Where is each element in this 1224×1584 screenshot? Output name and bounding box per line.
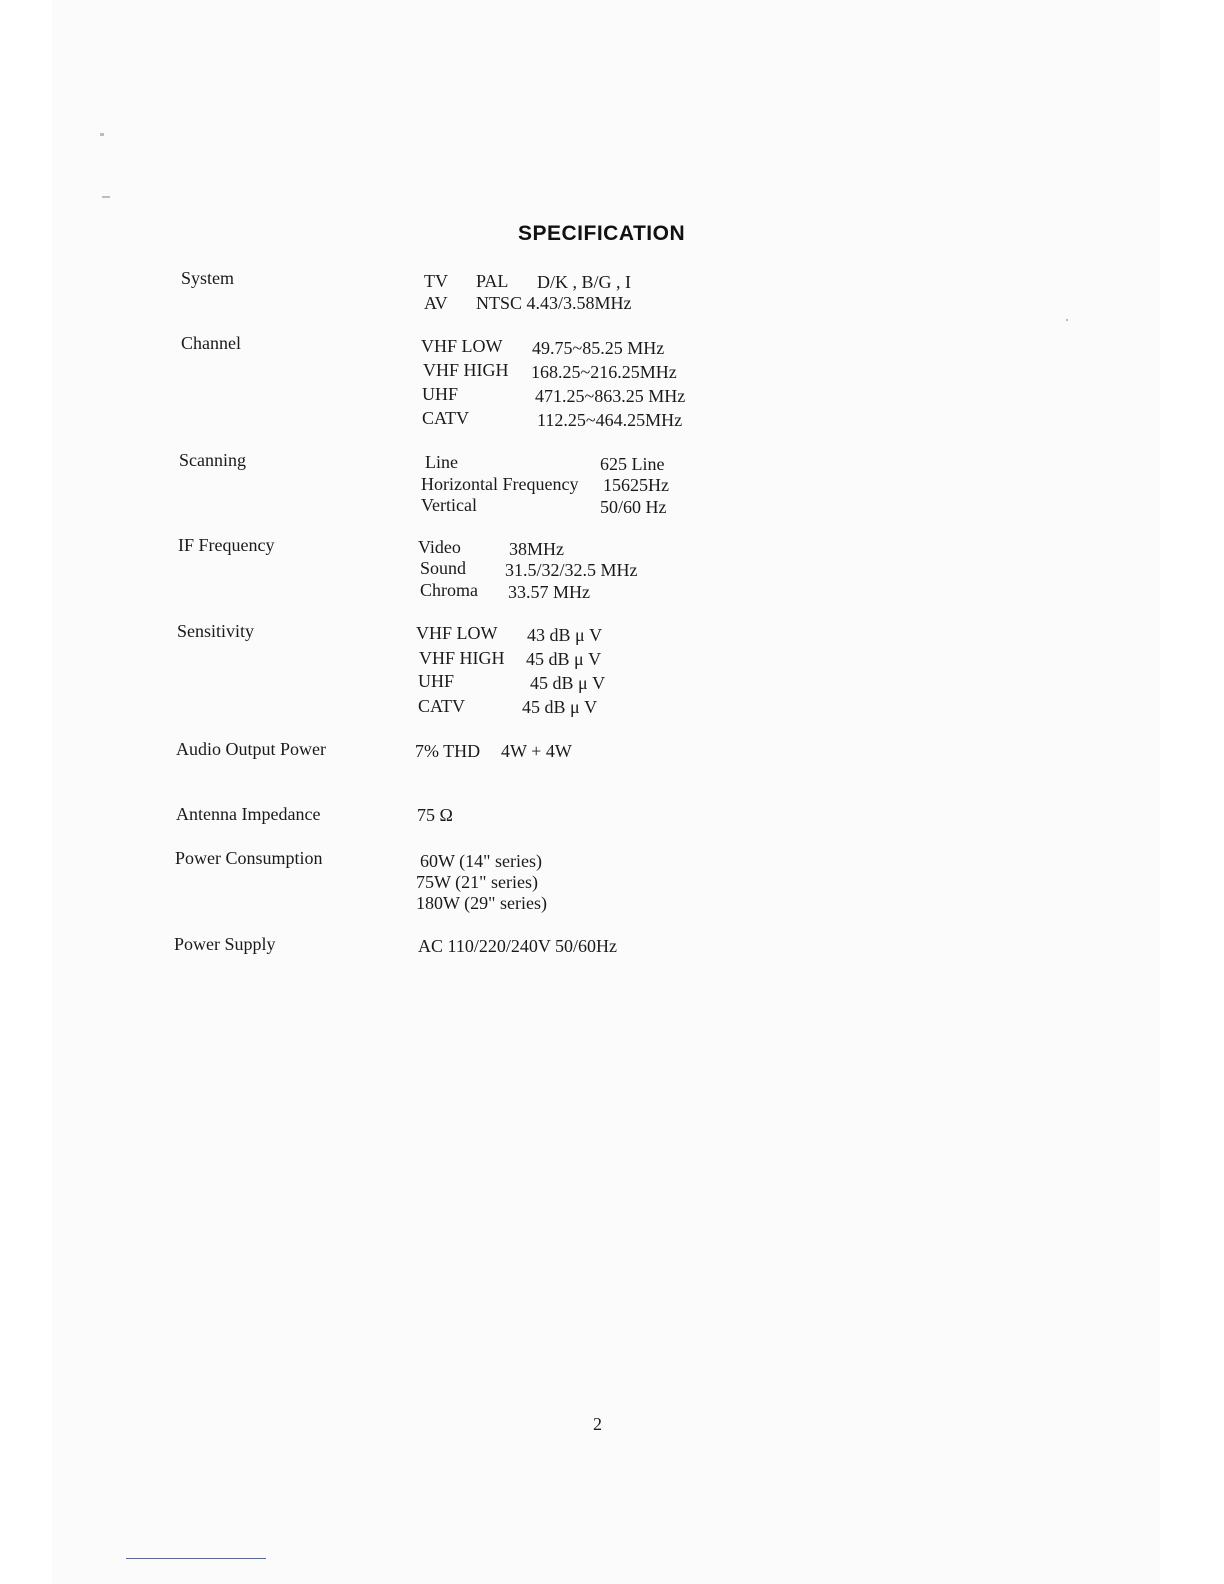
spec-label-power-supply: Power Supply [174, 934, 276, 954]
spec-value: 43 dB μ V [527, 625, 603, 645]
spec-value: 60W (14" series) [420, 851, 542, 871]
spec-value: 31.5/32/32.5 MHz [505, 560, 638, 580]
spec-value: 15625Hz [603, 475, 669, 495]
spec-value: AC 110/220/240V 50/60Hz [418, 936, 618, 956]
spec-label-if-frequency: IF Frequency [178, 535, 275, 555]
spec-key: 7% THD [415, 741, 481, 761]
spec-key: TV [424, 271, 448, 291]
spec-value: 180W (29" series) [416, 893, 547, 913]
spec-key: Vertical [421, 495, 477, 515]
spec-key: UHF [422, 384, 459, 404]
spec-value: 112.25~464.25MHz [537, 410, 683, 430]
spec-label-sensitivity: Sensitivity [177, 621, 255, 641]
page-number: 2 [593, 1414, 602, 1434]
scan-speck [100, 133, 104, 136]
spec-value: 75W (21" series) [416, 872, 538, 892]
spec-value: 49.75~85.25 MHz [532, 338, 665, 358]
spec-key: CATV [422, 408, 470, 428]
spec-key: VHF LOW [421, 336, 503, 356]
spec-value: 45 dB μ V [530, 673, 606, 693]
spec-label-scanning: Scanning [179, 450, 246, 470]
spec-key: Sound [420, 558, 467, 578]
spec-value: 45 dB μ V [526, 649, 602, 669]
spec-value: 50/60 Hz [600, 497, 667, 517]
spec-value: 75 Ω [417, 805, 453, 825]
spec-value: 4W + 4W [501, 741, 572, 761]
spec-key: UHF [418, 671, 455, 691]
spec-value: 625 Line [600, 454, 665, 474]
spec-key: VHF LOW [416, 623, 498, 643]
spec-key: Horizontal Frequency [421, 474, 579, 494]
spec-value: 45 dB μ V [522, 697, 598, 717]
spec-key: AV [424, 293, 448, 313]
footer-rule [126, 1558, 266, 1559]
scan-speck [102, 196, 110, 198]
spec-key: VHF HIGH [423, 360, 509, 380]
spec-label-antenna-impedance: Antenna Impedance [176, 804, 321, 824]
page-title: SPECIFICATION [518, 222, 686, 245]
spec-key: Video [418, 537, 461, 557]
spec-value: 38MHz [509, 539, 564, 559]
spec-key: Chroma [420, 580, 478, 600]
spec-value: NTSC 4.43/3.58MHz [476, 293, 632, 313]
spec-value: PAL [476, 271, 509, 291]
spec-key: VHF HIGH [419, 648, 505, 668]
spec-label-audio-output-power: Audio Output Power [176, 739, 326, 759]
spec-label-system: System [181, 268, 235, 288]
spec-value: 168.25~216.25MHz [531, 362, 677, 382]
spec-value: D/K , B/G , I [537, 272, 631, 292]
spec-label-power-consumption: Power Consumption [175, 848, 323, 868]
spec-key: Line [425, 452, 458, 472]
spec-label-channel: Channel [181, 333, 241, 353]
spec-value: 471.25~863.25 MHz [535, 386, 686, 406]
scan-speck [1066, 319, 1068, 321]
spec-key: CATV [418, 696, 466, 716]
spec-value: 33.57 MHz [508, 582, 590, 602]
